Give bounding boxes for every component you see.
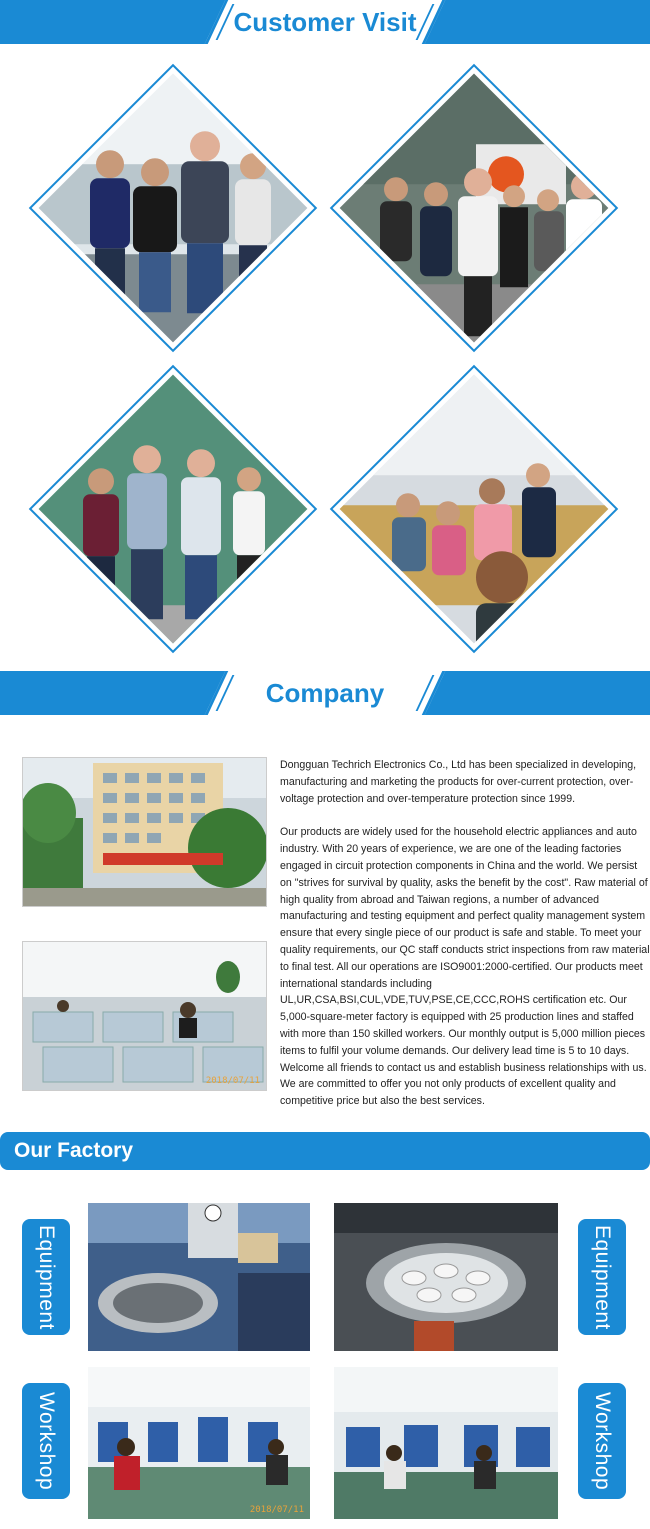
office-photo-date: 2018/07/11 [205,1076,260,1086]
workshop-photo-2 [334,1367,558,1519]
workshop-photo-date: 2018/07/11 [249,1505,304,1515]
equipment-label-text: Equipment [35,1224,58,1330]
our-factory-title: Our Factory [14,1139,134,1162]
equipment-label-left [22,1219,70,1335]
visit-photo-selfie [335,370,612,647]
equipment-label-right [578,1219,626,1335]
company-building-photo [22,757,267,907]
workshop-label-left [22,1383,70,1499]
company-description [280,757,650,1110]
company-title: Company [265,678,385,708]
customer-photo-3 [33,369,313,649]
equipment-label-text: Equipment [591,1224,614,1330]
company-banner [0,671,650,715]
workshop-label-text: Workshop [35,1391,58,1491]
customer-visit-title: Customer Visit [233,7,417,37]
company-detail-paragraph: Our products are widely used for the household electric appliances and auto industry. With 20 years of experience, we are one of the leading factories engaged in circuit protection components in China and the world. We persist on "strives for survival by quality, asks the benefit by the cost". Raw material of high quality from abroad and Taiwan regions, a number of advanced manufacturing and testing equipment and perfect quality management system ensure that every single piece of our product is safe and stable. To meet your quality requirements, our QC staff conducts strict inspections from raw material to final test. All our operations are ISO9001:2000-certified. Our products meet international standards including UL,UR,CSA,BSI,CUL,VDE,TUV,PSE,CE,CCC,ROHS certification etc. Our 5,000-square-meter factory is equipped with 25 production lines and staffed with more than 150 skilled workers. Our monthly output is 5,000 million pieces items to fulfil your volume demands. Our delivery lead time is 5 to 10 days. Welcome all friends to contact us and establish business relationships with us. We are committed to offer you not only products of excellent quality and competitive price but also the best services. [280,826,650,1108]
our-factory-banner [0,1132,650,1170]
workshop-label-right [578,1383,626,1499]
visit-photo-office [34,69,311,346]
customer-visit-banner [0,0,650,44]
customer-photo-4 [334,369,614,649]
workshop-photo-1 [88,1367,310,1519]
visit-photo-logo-wall [335,69,612,346]
workshop-label-text: Workshop [591,1391,614,1491]
customer-photo-2 [334,68,614,348]
company-office-photo [22,941,267,1091]
company-intro-paragraph: Dongguan Techrich Electronics Co., Ltd has been specialized in developing, manufacturing and marketing the products for over-current protection, over-voltage protection and over-temperature protection since 1999. [280,759,637,805]
visit-photo-green-wall [34,370,311,647]
customer-photo-1 [33,68,313,348]
equipment-photo-1 [88,1203,310,1351]
equipment-photo-2 [334,1203,558,1351]
